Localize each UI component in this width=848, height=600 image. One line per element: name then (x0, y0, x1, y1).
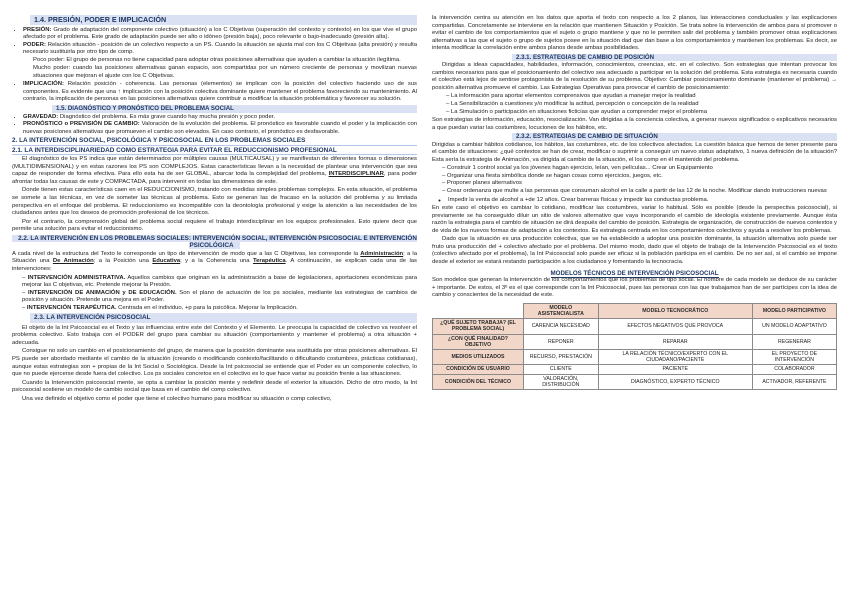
paragraph: Dirigidas a cambiar hábitos cotidianos, los hábitos, las costumbres, etc. de los colectivos afectados. La cuestión básica que hemos de tener presente para el cambio de situaciones: ¿qué contextos se han de crear, modificar o suprimir a conseguir un nuevo status adaptativo, 1 nueva definición de la situación? Esta sería la estrategia de Animación, va dirigida al cambio de la situación, el los comp en él mantenido del problema. (432, 141, 837, 163)
list-item: – La información para aportar elementos comprensivos que ayudan a manejar mejor la realidad (446, 93, 837, 101)
list-item (22, 275, 417, 290)
table-cell: EL PROYECTO DE INTERVENCIÓN (752, 349, 836, 364)
table-header-row (433, 303, 837, 318)
text-run: ; y a la Coherencia una (180, 258, 250, 265)
emphasis: De Animación (52, 258, 94, 265)
term-label: INTERVENCIÓN ADMINISTRATIVA. (27, 274, 126, 281)
intervention-types-list (12, 275, 417, 313)
term-label: INTERVENCIÓN DE ANIMACIÓN y DE EDUCACIÓN. (27, 289, 177, 296)
list-item-presion (23, 27, 417, 42)
term-text: Son el plano de actuación de los ps sociales, mediante las estrategias de cambios de posición y situación. Pretende una mejora en el Poder. (22, 289, 417, 304)
section-heading-1-5: 1.5. DIAGNÓSTICO Y PRONÓSTICO DEL PROBLEMA SOCIAL (52, 105, 417, 113)
table-cell: REPARAR (598, 334, 752, 349)
list-item: – Proponer planes alternativos (442, 180, 837, 188)
table-title (432, 270, 837, 278)
table-row (433, 334, 837, 349)
text-run: . A continuación, se explican cada una de las intervenciones: (12, 258, 417, 272)
table-cell: VALORACIÓN, DISTRIBUCIÓN (524, 374, 599, 389)
table-row-header: CONDICIÓN DEL TÉCNICO (433, 374, 524, 389)
table-row (433, 374, 837, 389)
list-item (22, 290, 417, 305)
poder-poco: Poco poder: El grupo de personas no tiene capacidad para adoptar otras posiciones alternativas que ayuden a cambiar la situación ilegítima. (33, 56, 401, 63)
text-run: ; a la Situación una (12, 250, 417, 265)
term-text: Valoración de la evolución del problema. El pronóstico es favorable cuando el poder y la implicación con nuevas posiciones alternativas que promueven el cambio son elevados. En caso contrario, el pronóstico es desfavorable. (23, 121, 417, 135)
term-label: PRESIÓN: (23, 26, 52, 33)
list-item-gravedad (23, 114, 417, 122)
table-cell: CLIENTE (524, 365, 599, 374)
section-heading-2-3-1: 2.3.1. ESTRATEGIAS DE CAMBIO DE POSICIÓN (512, 54, 837, 62)
term-text: Relación posición - coherencia. Las personas (elementos) se implican con la posición del colectivo haciendo uso de sus componentes. Es evidente que una ↑ implicación con la posición colectiva dominante quiere mantener el problema favoreciendo su mantenimiento. Al contrario, la implicación de personas en las posiciones alternativas quiere contribuir a modificar la situación problemática y favorecer su solución. (23, 81, 417, 103)
list-item: – Crear ordenanza que multe a las personas que consuman alcohol en la calle a partir de las 12 de la noche. Modificar dando instrucciones nuevas (442, 188, 837, 196)
term-text: Aquellos cambios que originan en la administración a base de legislaciones, aportaciones económicas para mejorar las C objetivas, etc. Pretende mejorar la Presión. (22, 274, 417, 289)
section-heading-1-4: 1.4. PRESIÓN, PODER E IMPLICACIÓN (30, 15, 417, 25)
term-text: Grado de adaptación del componente colectivo (situación) a los C Objetivas (superación del contexto y contexto) en los que vive el grupo afectado por el problema. Este grado de adaptación puede ser alto o idóneo (presión baja), poco relevante o bajo-inadecuado (presión alta). (23, 26, 417, 41)
term-text: Diagnóstico del problema. Es más grave cuando hay mucha presión y poco poder. (59, 113, 276, 120)
table-header-cell: MODELO TECNOCRÁTICO (598, 303, 752, 318)
paragraph: Donde tienen estas características caen en el REDUCCIONISMO, tratando con medidas simples problemas complejos. En esta situación, el problema se somete a las técnicas, en vez de someter las técnicas al problema. Esto se generan las de fracaso en la solución del problema y su limitada perspectiva en el enfoque del problema. El reduccionismo es incompatible con la deontología profesional y exige la atención a las necesidades de los ciudadanos antes que los deseos de promoción profesional de los técnicos. (12, 187, 417, 217)
paragraph: Son modelos que generan la intervención de los comportamientos que los problemas de tipo social. El nombre de cada modelo se deduce de su carácter + importante. De estos, el 3º es el que corresponde con la Int Psicosocial, pues las personas con las que trabajamos han de ser partícipes con la idea de cambio y conscientes de la necesidad de este. (432, 277, 837, 299)
text-run: ; a la Posición una (93, 258, 149, 265)
table-row (433, 365, 837, 374)
term-text: Centrada en el individuo, +p para la psicólica. Mejorar la Implicación. (118, 304, 298, 311)
table-cell: COLABORADOR (752, 365, 836, 374)
emphasis: Administración (360, 250, 404, 257)
table-cell: REPONER (524, 334, 599, 349)
text-run: , para poder afrontar todas las causas de este y COMPACTADA, para intervenir en todas las dimensiones de este. (12, 171, 417, 185)
table-cell: PACIENTE (598, 365, 752, 374)
paragraph (12, 156, 417, 186)
emphasis: Terapéutica (252, 258, 286, 265)
heading-text: 2.2. LA INTERVENCIÓN EN LOS PROBLEMAS SOCIALES: INTERVENCIÓN SOCIAL, INTERVENCIÓN PSICOSOCIAL E INTERVENCIÓN PSICOLÓGICA (12, 235, 417, 250)
paragraph: El objeto de la Int Psicosocial es el Texto y las influencias entre este del Contexto y el Elemento. Le preocupa la capacidad de colectivo va resolver el problema colectivo. Esto trabaja con el PODER del grupo para cambiar su situación (comportamiento y mantener el problema) a otra situación + adecuada. (12, 324, 417, 346)
table-cell: CARENCIA NECESIDAD (524, 319, 599, 334)
section-heading-2-1: 2.1. LA INTERDISCIPLINARIEDAD COMO ESTRATEGIA PARA EVITAR EL REDUCCIONISMO PROFESIONAL (12, 147, 417, 156)
models-table (432, 303, 837, 390)
table-row-header: MEDIOS UTILIZADOS (433, 349, 524, 364)
emphasis: Educativa (152, 258, 181, 265)
paragraph: Son estrategias de información, educación, resocialización. Van dirigidas a la conciencia colectiva, a generar nuevos significados o explicativos necesarios a que puedan variar las costumbres, locuciones de los hábitos, etc. (432, 117, 837, 131)
table-cell: REGENERAR (752, 334, 836, 349)
text-run: El diagnóstico de los PS indica que están determinados por múltiples causas (MULTICAUSAL) y se manifiestan de diferentes formas o dimensiones (MULTIDIMENSIONAL) y en estas razones los PS son COMPLEJOS. Estas características llevan a la necesidad de plantear una intervención que sea capaz de responder de forma efectiva. Para ello esta ha de ser GLOBAL, abarcar toda la complejidad del problema, (12, 156, 417, 178)
table-row (433, 319, 837, 334)
emphasis: INTERDISCIPLINAR (328, 171, 384, 178)
paragraph (12, 251, 417, 274)
section-heading-2-3-2: 2.3.2. ESTRATEGIAS DE CAMBIO DE SITUACIÓN (512, 133, 837, 141)
paragraph: En este caso el objetivo es cambiar lo cotidiano, modificar las costumbres, variar lo habitual. Sólo es posible (desde la perspectiva psicosocial), si previamente se ha conseguido diluir un sitio de valores alternativo que vaya incorporando el cambio de ideología existente previamente. Aunque ésta razón la estrategia para el cambio de situación se dirá después del cambio de posición. Estrategia de organización, de construcción de nuevos contextos y de vida de los nuevos formas de adaptación a los contextos. Es estrategia centrada en los comportamientos colectivos y ayuda a resolver los problemas. (432, 205, 837, 234)
left-column (12, 15, 417, 404)
paragraph: Dirigidas a ideas capacidades, habilidades, información, conocimientos, creencias, etc. en el colectivo. Son estrategias que intentan provocar los cambios necesarios para que el posicionamiento del colectivo sea adecuado a participar en la solución del problema. Esta estrategia es necesaria cuando el colectivo está lejos de sentirse protagonista de la resolución de su problema. Objetivo: Cambiar posicionamiento dominante (mantener el problema) → posición alternativa promueve el cambio. Las Estrategias Operativas para provocar el cambio de posicionamiento: (432, 62, 837, 91)
table-cell: LA RELACIÓN TÉCNICO/EXPERTO CON EL CIUDADANO/PACIENTE (598, 349, 752, 364)
term-label: INTERVENCIÓN TERAPÉUTICA. (26, 304, 117, 311)
section-heading-2-2 (12, 235, 417, 250)
table-corner-cell (433, 303, 524, 318)
list-item: – La Sensibilización a cuestiones y/o modificar la actitud, percepción o concepción de la realidad (446, 101, 837, 109)
table-row-header: ¿QUÉ SUJETO TRABAJA? (EL PROBLEMA SOCIAL) (433, 319, 524, 334)
text-run: A cada nivel de la estructura del Texto le corresponde un tipo de intervención de modo que a las C Objetivas, les corresponde la (12, 250, 359, 257)
situacion-strategies-list (432, 165, 837, 195)
term-label: PODER: (23, 41, 46, 48)
table-row-header: ¿CON QUÉ FINALIDAD? OBJETIVO (433, 334, 524, 349)
table-header-cell: MODELO ASISTENCIALISTA (524, 303, 599, 318)
list-item: ◦ Impedir la venta de alcohol a +de 12 años. Crear barreras físicas y impedir las conductas problema. (448, 197, 837, 205)
list-item: – Construir 1 control social ya los jóvenes hagan ejercicio, leían, ven películas... Crear un Equipamiento (442, 165, 837, 173)
section-heading-2: 2. LA INTERVENCIÓN SOCIAL, PSICOLÓGICA Y PSICOSOCIAL EN LOS PROBLEMAS SOCIALES (12, 137, 417, 146)
situacion-sub-list (432, 197, 837, 205)
paragraph: Consigue no solo un cambio en el posicionamiento del grupo, de manera que la posición dominante sea sustituida por otras posiciones alternativas. El PS puede ser abordado mediante el cambio de la situación (creando o modificando contexto/facilitando o dificultando costumbres, prácticas cotidianas), aunque estas estrategias son + propias de la Int Social o Sociológica. Desde la Int psicosocial se entiende que el Poder es un componente colectivo, lo que no puede ejercerse desde fuera del colectivo. Los ps sociales concretos en el colectivo es lo que hace variar su posición frente a las situaciones. (12, 348, 417, 378)
table-cell: RECURSO, PRESTACIÓN (524, 349, 599, 364)
section-heading-2-3: 2.3. LA INTERVENCIÓN PSICOSOCIAL (30, 313, 417, 323)
list-item: – Organizar una fiesta simbólica donde se hagan cosas como ejercicios, juegos, etc. (442, 173, 837, 181)
term-label: PRONÓSTICO o PREVISIÓN DE CAMBIO: (23, 121, 140, 128)
table-cell: EFECTOS NEGATIVOS QUE PROVOCA (598, 319, 752, 334)
list-item (22, 305, 417, 313)
table-row (433, 349, 837, 364)
posicion-strategies-list (432, 93, 837, 116)
term-label: GRAVEDAD: (23, 113, 59, 120)
table-cell: ACTIVADOR, REFERENTE (752, 374, 836, 389)
poder-mucho: Mucho poder: cuando las posiciones alternativas ganan espacio, son compartidas por un número creciente de personas y movilizan nuevas situaciones que mejoran el ajuste con los C Objetivas. (33, 65, 417, 79)
presion-poder-list (12, 27, 417, 104)
table-row-header: CONDICIÓN DE USUARIO (433, 365, 524, 374)
list-item: – La Simulación o participación en situaciones ficticias que ayudan a comprender mejor el problema (446, 109, 837, 117)
paragraph: Cuando la Intervención psicosocial mente, se opta a cambiar la posición mente y redefinir desde el exterior la situación. Dicho de otro modo, la Int psicosocial sostiene un modelo de cambio social que basa en el cambio del comp colectivo. (12, 379, 417, 394)
table-cell: UN MODELO ADAPTATIVO (752, 319, 836, 334)
list-item-poder (23, 42, 417, 81)
paragraph: Dado que la situación es una producción colectiva, que se ha establecido a adoptar una posición dominante, la situación alternativa solo puede ser fruto una producción del + colectivo afectado por el problema. Del mismo modo, dado que el objeto de trabajo de la Intervención Psicosocial es el texto (colectivo afectado por el problema), la Int Psicosocial solo puede ser eficaz si la población participa en el cambio. De no ser así, si el cambio se impone desde el exterior se estará restando participación a los ciudadanos y fomentando la tecnocracia. (432, 236, 837, 265)
paragraph: Una vez definido el objetivo como el poder que tiene el colectivo humano para modificar su situación o comp colectivo, (22, 395, 332, 402)
paragraph: la intervención centra su atención en los datos que aporta el texto con respecto a los 2 planos, las interacciones conductuales y las explicaciones compartidas. Concretamente se interviene en la relación que mantienen Situación y Posición. Se trata sobre la intervención de ambos para si promover o evitar el cambio de los comportamientos que el sujeto o grupo mantiene y que no le permiten salir del problema y también promover otras explicaciones alternativas a las que el sujeto o grupo de sujetos posee en la situación dad que dan base a los comportamientos y mantienen los problemas. Es decir, se intenta modificar la correlación entre ambos planos desde ambas posibilidades. (432, 15, 837, 52)
table-cell: DIAGNÓSTICO, EXPERTO TÉCNICO (598, 374, 752, 389)
term-label: IMPLICACIÓN: (23, 81, 64, 88)
paragraph: Por el contrario, la comprensión global del problema social requiere el trabajo interdisciplinar en los equipos profesionales. Esto quiere decir que permite una solución para evitar el reduccionismo. (12, 218, 417, 233)
list-item-implicacion (23, 81, 417, 104)
table-header-cell: MODELO PARTICIPATIVO (752, 303, 836, 318)
right-column (432, 15, 837, 390)
term-text: Relación situación - posición de un colectivo respecto a un PS. Cuando la situación se ajusta mal con los C Objetivas (alta presión) y resulta necesario sustituirla por otro tipo de comp. (23, 41, 417, 56)
table-title-text: MODELOS TÉCNICOS DE INTERVENCIÓN PSICOSOCIAL (550, 269, 719, 277)
list-item-pronostico (23, 121, 417, 136)
diagnostico-list (12, 114, 417, 137)
